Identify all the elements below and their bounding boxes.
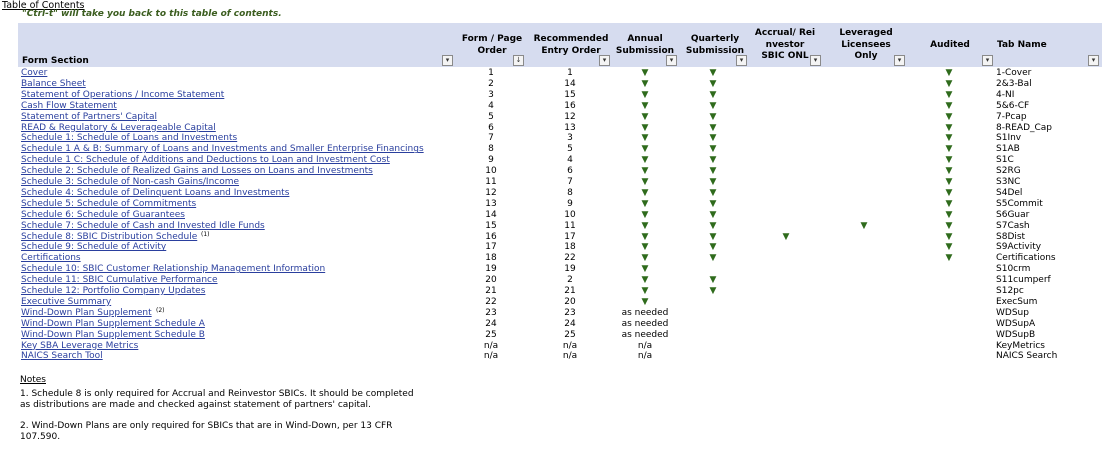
table-row: [0, 232, 1102, 243]
navigation-hint: "Ctrl-t" will take you back to this table of contents.: [22, 9, 282, 19]
annual-check-icon: ▼: [641, 198, 649, 209]
section-link[interactable]: Schedule 1 A & B: Summary of Loans and Investments and Smaller Enterprise Financings: [21, 144, 424, 155]
section-link[interactable]: Schedule 1: Schedule of Loans and Investments: [21, 133, 238, 144]
quarterly-check-icon: ▼: [709, 231, 717, 242]
tab-name: ExecSum: [996, 296, 1038, 307]
form-page-order: 7: [488, 133, 494, 144]
tab-name: S1Inv: [996, 133, 1022, 144]
leveraged-check-icon: ▼: [860, 220, 868, 231]
annual-check-icon: ▼: [641, 264, 649, 275]
annual-check-icon: ▼: [641, 209, 649, 220]
tab-name: S1C: [996, 155, 1014, 166]
form-page-order: 14: [485, 209, 497, 220]
tab-name: S4Del: [996, 187, 1023, 198]
section-link[interactable]: Schedule 1 C: Schedule of Additions and Deductions to Loan and Investment Cost: [21, 155, 390, 166]
header-form-section: Form Section: [22, 56, 89, 66]
table-row: [0, 68, 1102, 79]
tab-name: 7-Pcap: [996, 111, 1027, 122]
recommended-order: 22: [564, 253, 576, 264]
recommended-order: 18: [564, 242, 576, 253]
tab-name: S9Activity: [996, 242, 1042, 253]
table-row: [0, 144, 1102, 155]
section-link[interactable]: Certifications: [21, 253, 81, 264]
form-page-order: 12: [485, 187, 497, 198]
audited-check-icon: ▼: [945, 209, 953, 220]
tab-name: S12pc: [996, 286, 1024, 296]
tab-name: WDSupA: [996, 318, 1036, 329]
form-page-order: 5: [488, 111, 494, 122]
tab-name: S2RG: [996, 166, 1021, 177]
recommended-order: 20: [564, 296, 576, 307]
notes-heading: Notes: [20, 375, 46, 385]
quarterly-check-icon: ▼: [709, 111, 717, 122]
audited-check-icon: ▼: [945, 253, 953, 264]
header-tab-name: Tab Name: [997, 40, 1047, 50]
page-title: Table of Contents: [2, 0, 85, 11]
table-row: [0, 264, 1102, 275]
form-page-order: 3: [488, 89, 494, 100]
filter-annual-button[interactable]: ▾: [666, 55, 677, 66]
form-page-order: 16: [485, 231, 497, 242]
filter-accrual-button[interactable]: ▾: [810, 55, 821, 66]
recommended-order: 2: [567, 275, 573, 286]
section-link[interactable]: Schedule 10: SBIC Customer Relationship Management Information: [21, 264, 326, 275]
quarterly-check-icon: ▼: [709, 89, 717, 100]
annual-check-icon: ▼: [641, 220, 649, 231]
recommended-order: 23: [564, 307, 576, 318]
filter-form-section-button[interactable]: ▾: [442, 55, 453, 66]
form-page-order: 4: [488, 100, 494, 111]
annual-check-icon: ▼: [641, 286, 649, 296]
footnote-marker: (1): [201, 230, 210, 238]
table-row: [0, 330, 1102, 341]
audited-check-icon: ▼: [945, 133, 953, 144]
recommended-order: 7: [567, 177, 573, 187]
recommended-order: n/a: [562, 351, 578, 362]
footnote-marker: (2): [156, 306, 165, 314]
table-row: [0, 177, 1102, 188]
form-page-order: 6: [488, 122, 494, 133]
annual-value: n/a: [637, 351, 653, 362]
section-link[interactable]: Cover: [21, 68, 48, 78]
table-row: [0, 166, 1102, 177]
tab-name: 4-NI: [996, 89, 1015, 100]
table-row: [0, 133, 1102, 144]
quarterly-check-icon: ▼: [709, 275, 717, 286]
tab-name: 2&3-Bal: [996, 78, 1032, 89]
annual-check-icon: ▼: [641, 111, 649, 122]
form-page-order: 13: [485, 198, 497, 209]
table-row: [0, 351, 1102, 362]
form-page-order: 1: [488, 68, 494, 78]
annual-value: as needed: [621, 329, 669, 340]
table-row: [0, 210, 1102, 221]
filter-tab-name-button[interactable]: ▾: [1088, 55, 1099, 66]
section-link[interactable]: Schedule 12: Portfolio Company Updates: [21, 286, 206, 296]
table-row: [0, 79, 1102, 90]
filter-leveraged-button[interactable]: ▾: [894, 55, 905, 66]
form-page-order: 11: [485, 177, 497, 187]
quarterly-check-icon: ▼: [709, 133, 717, 144]
quarterly-check-icon: ▼: [709, 155, 717, 166]
section-link[interactable]: Executive Summary: [21, 296, 112, 307]
table-row: [0, 221, 1102, 232]
annual-check-icon: ▼: [641, 275, 649, 286]
tab-name: S3NC: [996, 177, 1021, 187]
section-link[interactable]: Cash Flow Statement: [21, 100, 117, 111]
section-link[interactable]: Schedule 8: SBIC Distribution Schedule: [21, 231, 198, 242]
tab-name: Certifications: [996, 253, 1056, 264]
accrual-check-icon: ▼: [782, 231, 790, 242]
table-row: [0, 123, 1102, 134]
table-row: [0, 253, 1102, 264]
form-page-order: n/a: [483, 340, 499, 351]
tab-name: 1-Cover: [996, 68, 1032, 78]
table-row: [0, 155, 1102, 166]
section-link[interactable]: READ & Regulatory & Leverageable Capital: [21, 122, 216, 133]
recommended-order: 1: [567, 68, 573, 78]
tab-name: S10crm: [996, 264, 1031, 275]
recommended-order: 21: [564, 286, 576, 296]
recommended-order: 16: [564, 100, 576, 111]
recommended-order: 4: [567, 155, 573, 166]
quarterly-check-icon: ▼: [709, 122, 717, 133]
form-page-order: 8: [488, 144, 494, 155]
tab-name: NAICS Search: [996, 351, 1058, 362]
annual-check-icon: ▼: [641, 166, 649, 177]
tab-name: S6Guar: [996, 209, 1030, 220]
form-page-order: n/a: [483, 351, 499, 362]
audited-check-icon: ▼: [945, 231, 953, 242]
tab-name: 5&6-CF: [996, 100, 1030, 111]
recommended-order: 14: [564, 78, 576, 89]
audited-check-icon: ▼: [945, 68, 953, 78]
annual-value: as needed: [621, 318, 669, 329]
tab-name: S11cumperf: [996, 275, 1051, 286]
recommended-order: 8: [567, 187, 573, 198]
annual-check-icon: ▼: [641, 253, 649, 264]
tab-name: WDSupB: [996, 329, 1036, 340]
table-row: [0, 297, 1102, 308]
table-row: [0, 101, 1102, 112]
form-page-order: 24: [485, 318, 497, 329]
note-2: 2. Wind-Down Plans are only required for SBICs that are in Wind-Down, per 13 CFR 107.590.: [20, 421, 393, 442]
header-form-page-order: Form / Page Order: [461, 34, 523, 56]
quarterly-check-icon: ▼: [709, 253, 717, 264]
audited-check-icon: ▼: [945, 111, 953, 122]
section-link[interactable]: Schedule 11: SBIC Cumulative Performance: [21, 275, 218, 286]
recommended-order: 9: [567, 198, 573, 209]
quarterly-check-icon: ▼: [709, 242, 717, 253]
annual-check-icon: ▼: [641, 155, 649, 166]
recommended-order: 3: [567, 133, 573, 144]
recommended-order: 5: [567, 144, 573, 155]
tab-name: 8-READ_Cap: [996, 122, 1053, 133]
header-annual-submission: Annual Submission: [615, 34, 675, 56]
table-row: [0, 275, 1102, 286]
section-link[interactable]: Schedule 5: Schedule of Commitments: [21, 198, 197, 209]
note-1: 1. Schedule 8 is only required for Accrual and Reinvestor SBICs. It should be completed as distributions are made and checked against statement of partners' capital.: [20, 389, 414, 410]
annual-check-icon: ▼: [641, 133, 649, 144]
quarterly-check-icon: ▼: [709, 100, 717, 111]
section-link[interactable]: Balance Sheet: [21, 78, 86, 89]
recommended-order: 15: [564, 89, 576, 100]
recommended-order: 6: [567, 166, 573, 177]
quarterly-check-icon: ▼: [709, 187, 717, 198]
annual-check-icon: ▼: [641, 100, 649, 111]
quarterly-check-icon: ▼: [709, 166, 717, 177]
table-row: [0, 112, 1102, 123]
quarterly-check-icon: ▼: [709, 78, 717, 89]
header-quarterly-submission: Quarterly Submission: [685, 34, 745, 56]
form-page-order: 9: [488, 155, 494, 166]
section-link[interactable]: Schedule 6: Schedule of Guarantees: [21, 209, 185, 220]
annual-check-icon: ▼: [641, 242, 649, 253]
quarterly-check-icon: ▼: [709, 286, 717, 296]
audited-check-icon: ▼: [945, 78, 953, 89]
table-row: [0, 242, 1102, 253]
tab-name: S1AB: [996, 144, 1020, 155]
header-leveraged-licensees: Leveraged Licensees Only: [839, 28, 893, 61]
recommended-order: 24: [564, 318, 576, 329]
section-link[interactable]: Statement of Partners' Capital: [21, 111, 158, 122]
filter-audited-button[interactable]: ▾: [982, 55, 993, 66]
table-row: [0, 319, 1102, 330]
audited-check-icon: ▼: [945, 122, 953, 133]
audited-check-icon: ▼: [945, 166, 953, 177]
section-link[interactable]: Key SBA Leverage Metrics: [21, 340, 139, 351]
table-row: [0, 341, 1102, 352]
recommended-order: 17: [564, 231, 576, 242]
annual-check-icon: ▼: [641, 144, 649, 155]
audited-check-icon: ▼: [945, 198, 953, 209]
audited-check-icon: ▼: [945, 155, 953, 166]
table-row: [0, 308, 1102, 319]
form-page-order: 23: [485, 307, 497, 318]
audited-check-icon: ▼: [945, 220, 953, 231]
section-link[interactable]: Schedule 4: Schedule of Delinquent Loans and Investments: [21, 187, 290, 198]
form-page-order: 17: [485, 242, 497, 253]
annual-check-icon: ▼: [641, 231, 649, 242]
annual-check-icon: ▼: [641, 296, 649, 307]
form-page-order: 22: [485, 296, 497, 307]
annual-value: as needed: [621, 307, 669, 318]
section-link[interactable]: Schedule 2: Schedule of Realized Gains and Losses on Loans and Investments: [21, 166, 373, 177]
recommended-order: 12: [564, 111, 576, 122]
form-page-order: 15: [485, 220, 497, 231]
form-page-order: 2: [488, 78, 494, 89]
header-recommended-entry-order: Recommended Entry Order: [533, 34, 609, 56]
section-link[interactable]: Wind-Down Plan Supplement Schedule B: [21, 329, 205, 340]
filter-recommended-button[interactable]: ▾: [599, 55, 610, 66]
recommended-order: 19: [564, 264, 576, 275]
section-link[interactable]: Schedule 7: Schedule of Cash and Invested Idle Funds: [21, 220, 265, 231]
quarterly-check-icon: ▼: [709, 209, 717, 220]
annual-check-icon: ▼: [641, 122, 649, 133]
audited-check-icon: ▼: [945, 100, 953, 111]
table-row: [0, 286, 1102, 297]
section-link[interactable]: Schedule 9: Schedule of Activity: [21, 242, 167, 253]
form-page-order: 18: [485, 253, 497, 264]
tab-name: S7Cash: [996, 220, 1030, 231]
form-page-order: 19: [485, 264, 497, 275]
tab-name: KeyMetrics: [996, 340, 1045, 351]
annual-check-icon: ▼: [641, 187, 649, 198]
recommended-order: n/a: [562, 340, 578, 351]
audited-check-icon: ▼: [945, 89, 953, 100]
filter-order-sort-button[interactable]: ↓: [513, 55, 524, 66]
table-row: [0, 90, 1102, 101]
quarterly-check-icon: ▼: [709, 198, 717, 209]
section-link[interactable]: Schedule 3: Schedule of Non-cash Gains/Income: [21, 177, 240, 187]
table-row: [0, 199, 1102, 210]
filter-quarterly-button[interactable]: ▾: [736, 55, 747, 66]
annual-value: n/a: [637, 340, 653, 351]
section-link[interactable]: Statement of Operations / Income Statement: [21, 89, 225, 100]
annual-check-icon: ▼: [641, 89, 649, 100]
quarterly-check-icon: ▼: [709, 144, 717, 155]
section-link[interactable]: Wind-Down Plan Supplement: [21, 307, 152, 318]
form-page-order: 10: [485, 166, 497, 177]
annual-check-icon: ▼: [641, 68, 649, 78]
annual-check-icon: ▼: [641, 177, 649, 187]
audited-check-icon: ▼: [945, 187, 953, 198]
table-row: [0, 188, 1102, 199]
recommended-order: 11: [564, 220, 576, 231]
quarterly-check-icon: ▼: [709, 220, 717, 231]
tab-name: S8Dist: [996, 231, 1026, 242]
header-audited: Audited: [930, 40, 970, 50]
header-accrual-reinvestor: Accrual/ Rei nvestor SBIC ONL: [754, 28, 816, 61]
tab-name: S5Commit: [996, 198, 1043, 209]
tab-name: WDSup: [996, 307, 1029, 318]
recommended-order: 10: [564, 209, 576, 220]
annual-check-icon: ▼: [641, 78, 649, 89]
audited-check-icon: ▼: [945, 144, 953, 155]
quarterly-check-icon: ▼: [709, 177, 717, 187]
section-link[interactable]: NAICS Search Tool: [21, 351, 103, 362]
audited-check-icon: ▼: [945, 177, 953, 187]
form-page-order: 20: [485, 275, 497, 286]
audited-check-icon: ▼: [945, 242, 953, 253]
form-page-order: 21: [485, 286, 497, 296]
section-link[interactable]: Wind-Down Plan Supplement Schedule A: [21, 318, 205, 329]
quarterly-check-icon: ▼: [709, 68, 717, 78]
recommended-order: 13: [564, 122, 576, 133]
form-page-order: 25: [485, 329, 497, 340]
recommended-order: 25: [564, 329, 576, 340]
